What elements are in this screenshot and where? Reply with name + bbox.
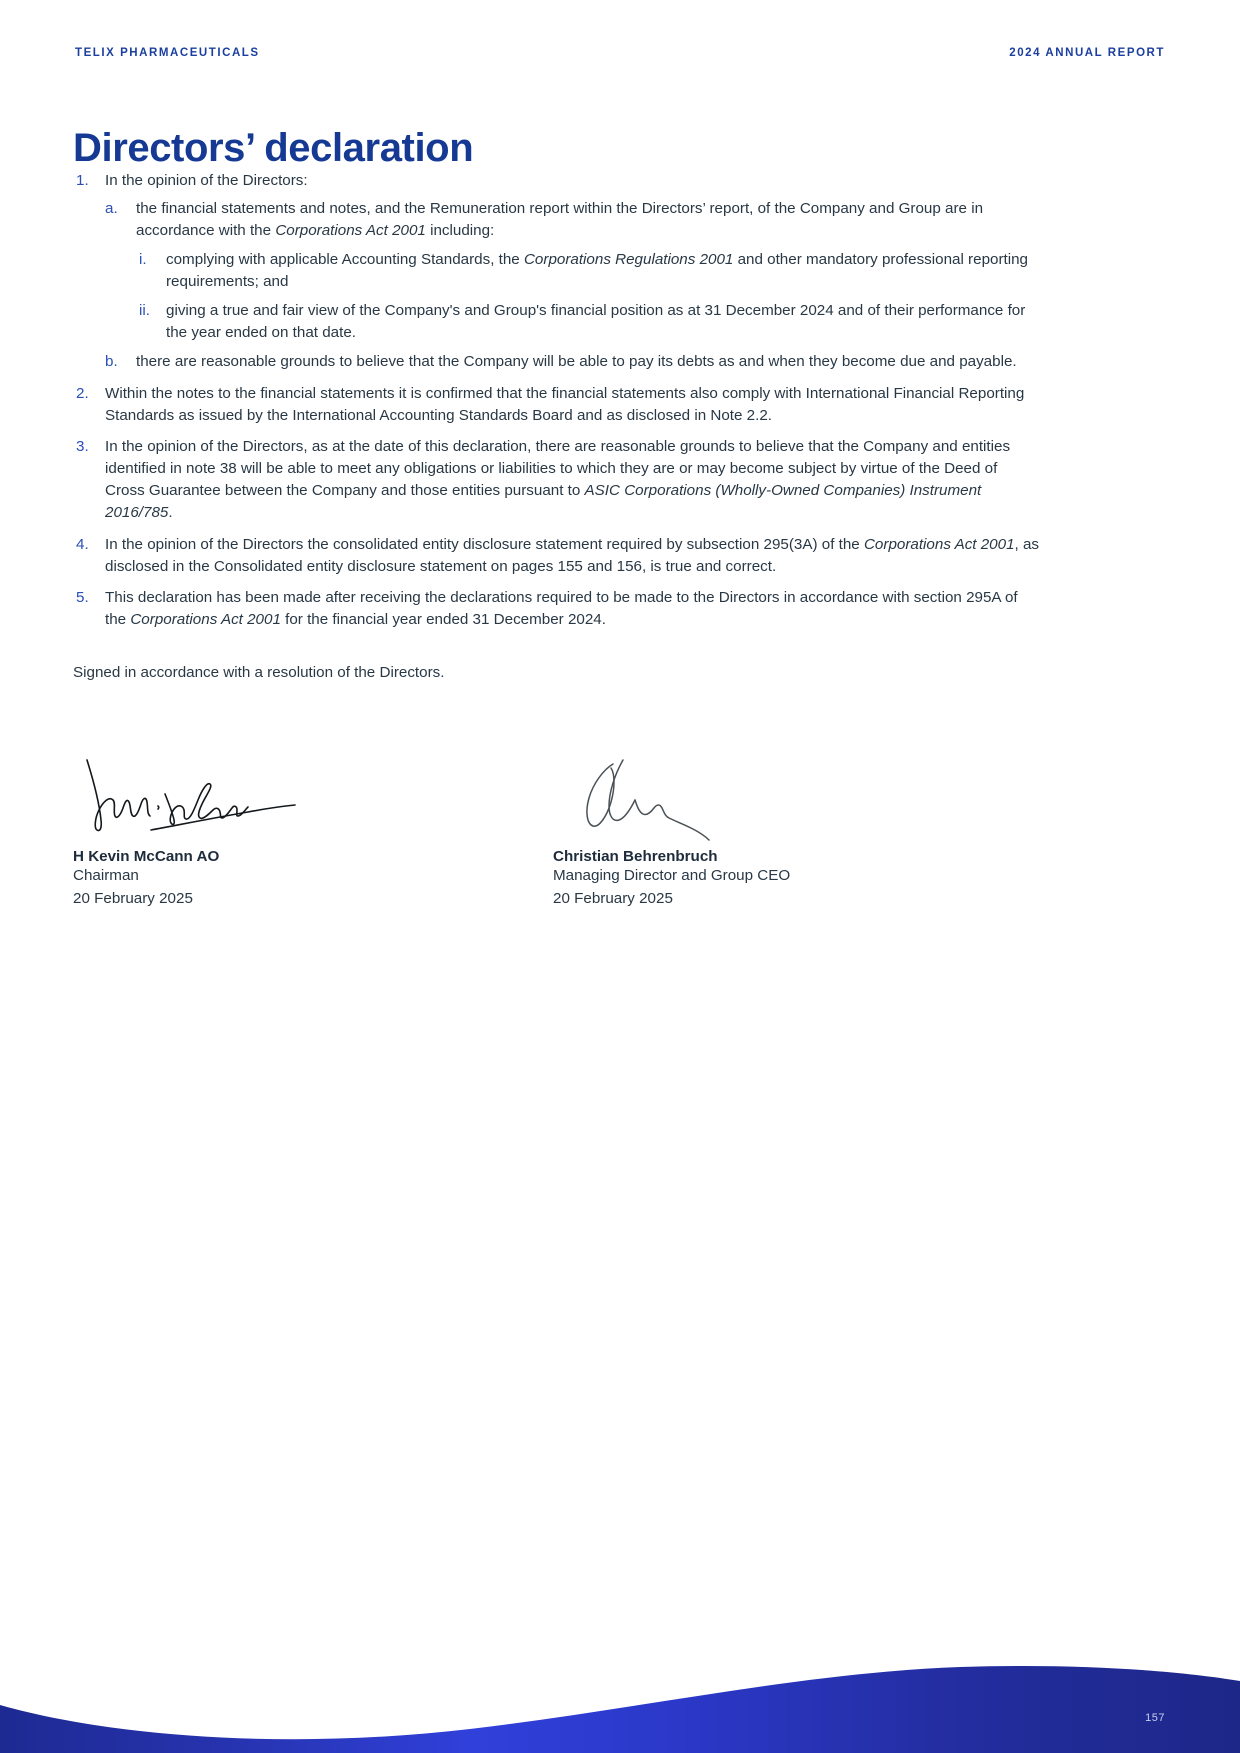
running-header xyxy=(75,47,1165,59)
list-item-text: Within the notes to the financial statements it is confirmed that the financial statements also comply with International Financial Reporting Standards as issued by the International Accounting Standards Board and as disclosed in Note 2.2. xyxy=(105,384,1025,424)
signatory-name: Christian Behrenbruch xyxy=(553,848,718,865)
text-emphasis: Corporations Act 2001 xyxy=(275,222,426,240)
list-item-1b xyxy=(105,351,1039,373)
declaration-sublist-1 xyxy=(105,198,1039,373)
signatory-role: Managing Director and Group CEO xyxy=(553,867,791,884)
list-item-text xyxy=(136,198,1039,242)
list-marker: ii. xyxy=(139,301,150,319)
signatory-date: 20 February 2025 xyxy=(73,889,193,907)
signatory-role: Chairman xyxy=(73,867,139,884)
signature-area xyxy=(73,750,1039,910)
text-pre: In the opinion of the Directors the consolidated entity disclosure statement required by subsection 295(3A) of the xyxy=(105,535,864,553)
running-header-report: 2024 ANNUAL REPORT xyxy=(1009,47,1165,59)
list-item-1a-ii xyxy=(136,300,1039,344)
list-item-3 xyxy=(73,436,1039,525)
list-item-text: giving a true and fair view of the Company's and Group's financial position as at 31 December 2024 and of their performance for the year ended on that date. xyxy=(166,301,1026,342)
page-title: Directors’ declaration xyxy=(73,125,474,170)
handwritten-signature-icon xyxy=(553,750,813,842)
signatory-name: H Kevin McCann AO xyxy=(73,848,220,865)
list-item-text: there are reasonable grounds to believe that the Company will be able to pay its debts as and when they become due and payable. xyxy=(136,353,1017,371)
text-pre: complying with applicable Accounting Standards, the xyxy=(166,250,524,268)
text-post: and other mandatory professional reporting requirements; and xyxy=(166,250,1029,290)
list-marker: b. xyxy=(105,353,118,371)
list-marker: 5. xyxy=(76,589,89,606)
footer-wave-graphic xyxy=(0,1493,1240,1753)
list-marker: 2. xyxy=(76,384,89,402)
signatory-date: 20 February 2025 xyxy=(553,889,673,907)
list-item-text: In the opinion of the Directors: xyxy=(105,172,308,189)
declaration-sublist-1a xyxy=(136,249,1039,345)
running-header-company: TELIX PHARMACEUTICALS xyxy=(75,47,260,59)
signed-in-accordance-text: Signed in accordance with a resolution of the Directors. xyxy=(73,664,445,682)
list-marker: 1. xyxy=(76,172,89,189)
list-item-1a-i xyxy=(136,249,1039,293)
list-item-1a xyxy=(105,198,1039,344)
list-marker: a. xyxy=(105,200,118,218)
declaration-body xyxy=(73,170,1039,685)
text-emphasis: Corporations Act 2001 xyxy=(863,535,1015,553)
text-post: , as disclosed in the Consolidated entity disclosure statement on pages 155 and 156, is true and correct. xyxy=(105,535,1040,575)
text-pre: the financial statements and notes, and the Remuneration report within the Directors’ report, of the Company and Group are in accordance with the xyxy=(136,200,984,240)
signature-block-ceo xyxy=(553,750,1033,910)
declaration-list xyxy=(73,170,1039,631)
list-item-2 xyxy=(73,383,1039,427)
list-item-4 xyxy=(73,534,1039,578)
list-marker: 4. xyxy=(76,535,89,553)
text-post: for the financial year ended 31 December 2024. xyxy=(280,611,606,629)
list-marker: 3. xyxy=(76,437,89,455)
list-item-text xyxy=(105,436,1039,525)
text-pre: In the opinion of the Directors, as at the date of this declaration, there are reasonable grounds to believe that the Company and entities identified in note 38 will be able to meet any obligations or liabilities to which they are or may become subject by virtue of the Deed of Cross Guarantee between the Company and those entities pursuant to xyxy=(105,437,1011,500)
list-item-1 xyxy=(73,170,1039,374)
page-number: 157 xyxy=(1145,1712,1165,1724)
text-emphasis: Corporations Act 2001 xyxy=(130,611,281,629)
handwritten-signature-icon xyxy=(73,750,333,842)
list-item-text xyxy=(105,534,1039,578)
list-item-text xyxy=(105,587,1039,631)
list-marker: i. xyxy=(139,250,147,268)
list-item-text xyxy=(166,249,1039,293)
signature-block-chairman xyxy=(73,750,553,910)
list-item-5 xyxy=(73,587,1039,631)
text-pre: This declaration has been made after receiving the declarations required to be made to the Directors in accordance with section 295A of the xyxy=(105,589,1018,629)
text-emphasis: Corporations Regulations 2001 xyxy=(523,250,734,268)
text-post: . xyxy=(168,504,173,522)
text-post: including: xyxy=(425,222,495,240)
text-emphasis: ASIC Corporations (Wholly-Owned Companies) Instrument 2016/785 xyxy=(105,482,982,522)
